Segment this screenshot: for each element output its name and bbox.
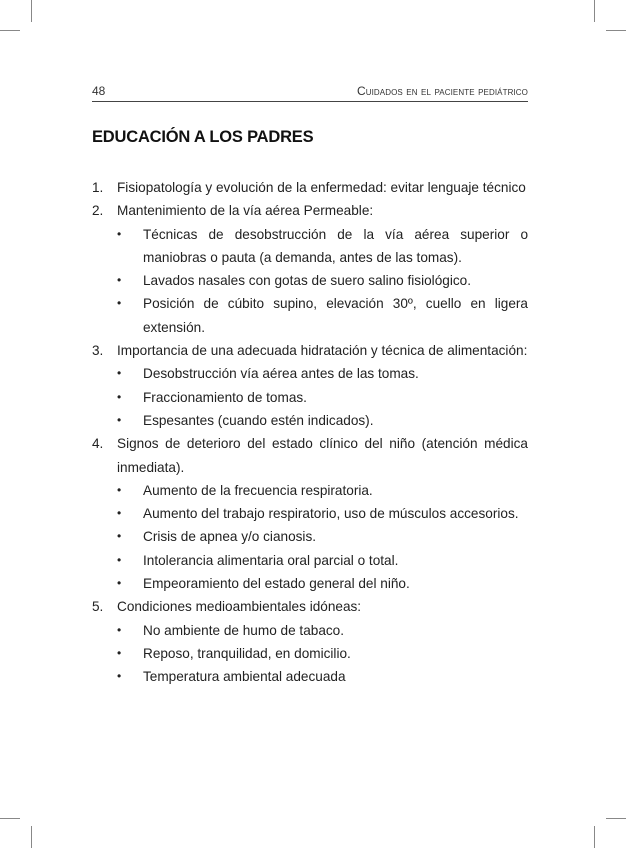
bullet-text: Espesantes (cuando estén indicados).: [143, 412, 374, 428]
running-header: [92, 84, 528, 100]
bullet-item: [117, 665, 528, 688]
bullet-text: Temperatura ambiental adecuada: [143, 669, 346, 685]
bullet-item: [117, 642, 528, 665]
item-text: Fisiopatología y evolución de la enfermedad: evitar lenguaje técnico: [117, 180, 526, 195]
bullet-icon: •: [117, 622, 122, 637]
running-title: Cuidados en el paciente pediátrico: [356, 84, 528, 98]
bullet-item: [117, 479, 528, 502]
crop-mark: [0, 30, 20, 31]
bullet-text: Empeoramiento del estado general del niño.: [143, 576, 410, 592]
bullet-icon: •: [117, 669, 122, 684]
bullet-icon: •: [117, 273, 122, 288]
bullet-text: Posición de cúbito supino, elevación 30º, cuello en ligera extensión.: [143, 296, 528, 335]
crop-mark: [594, 826, 595, 848]
list-item: [92, 595, 528, 688]
bullet-item: [117, 292, 528, 339]
bullet-icon: •: [117, 529, 122, 544]
list-item: [92, 176, 528, 199]
bullet-item: [117, 549, 528, 572]
bullet-text: Aumento de la frecuencia respiratoria.: [143, 482, 373, 498]
bullet-item: [117, 269, 528, 292]
bullet-icon: •: [117, 552, 122, 567]
item-number: 1.: [92, 180, 104, 195]
crop-mark: [31, 826, 32, 848]
bullet-text: No ambiente de humo de tabaco.: [143, 622, 345, 638]
bullet-item: [117, 386, 528, 409]
bullet-item: [117, 619, 528, 642]
bullet-icon: •: [117, 226, 122, 241]
list-item: [92, 199, 528, 339]
bullet-icon: •: [117, 576, 122, 591]
bullet-icon: •: [117, 645, 122, 660]
crop-mark: [606, 30, 626, 31]
bullet-text: Desobstrucción vía aérea antes de las tomas.: [143, 366, 419, 382]
bullet-text: Lavados nasales con gotas de suero salino fisiológico.: [143, 273, 471, 289]
bullet-icon: •: [117, 366, 122, 381]
item-text: Signos de deterioro del estado clínico del niño (atención médica inmediata).: [117, 436, 528, 475]
crop-mark: [31, 0, 32, 22]
section-title: EDUCACIÓN A LOS PADRES: [92, 128, 314, 146]
bullet-icon: •: [117, 296, 122, 311]
item-text: Mantenimiento de la vía aérea Permeable:: [117, 203, 374, 219]
bullet-text: Reposo, tranquilidad, en domicilio.: [143, 645, 351, 661]
item-number: 5.: [92, 599, 104, 615]
item-number: 2.: [92, 203, 104, 219]
bullet-text: Aumento del trabajo respiratorio, uso de músculos accesorios.: [143, 506, 519, 522]
bullet-icon: •: [117, 482, 122, 497]
item-text: Condiciones medioambientales idóneas:: [117, 599, 362, 615]
bullet-icon: •: [117, 412, 122, 427]
page-number: 48: [92, 84, 106, 98]
bullet-item: [117, 502, 528, 525]
header-rule: [92, 101, 528, 102]
crop-mark: [594, 0, 595, 22]
bullet-text: Técnicas de desobstrucción de la vía aérea superior o maniobras o pauta (a demanda, antes de las tomas).: [143, 226, 528, 265]
bullet-item: [117, 362, 528, 385]
bullet-item: [117, 223, 528, 270]
bullet-text: Intolerancia alimentaria oral parcial o total.: [143, 552, 399, 568]
bullet-text: Crisis de apnea y/o cianosis.: [143, 529, 317, 545]
bullet-text: Fraccionamiento de tomas.: [143, 389, 307, 405]
numbered-list: [92, 176, 528, 689]
bullet-item: [117, 409, 528, 432]
bullet-item: [117, 572, 528, 595]
bullet-icon: •: [117, 506, 122, 521]
crop-mark: [606, 818, 626, 819]
list-item: [92, 339, 528, 432]
item-number: 3.: [92, 343, 104, 359]
bullet-item: [117, 525, 528, 548]
item-number: 4.: [92, 436, 104, 452]
bullet-icon: •: [117, 389, 122, 404]
item-text: Importancia de una adecuada hidratación y técnica de alimentación:: [117, 343, 528, 359]
list-item: [92, 432, 528, 595]
crop-mark: [0, 818, 20, 819]
